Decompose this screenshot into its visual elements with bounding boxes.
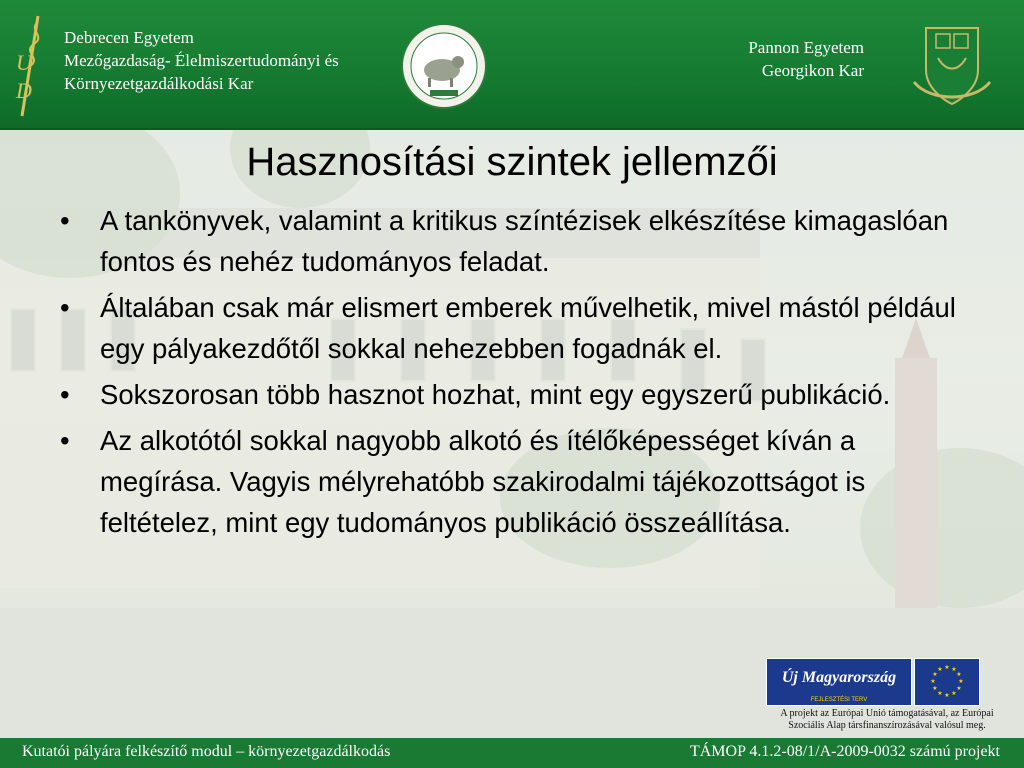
uj-magyarorszag-logo — [766, 658, 912, 706]
georgikon-crest-icon — [906, 22, 998, 110]
svg-text:★: ★ — [937, 666, 943, 673]
footer-module-name: Kutatói pályára felkészítő modul – környezetgazdálkodás — [22, 743, 391, 760]
svg-text:★: ★ — [932, 671, 938, 678]
slide-footer — [0, 738, 1024, 768]
left-institution-line: Környezetgazdálkodási Kar — [64, 74, 254, 93]
bullet-text: Általában csak már elismert emberek művelhetik, mivel mástól például egy pályakezdőtől sokkal nehezebben fogadnák el. — [100, 292, 956, 364]
svg-text:★: ★ — [944, 692, 950, 699]
uj-magyarorszag-logo-text: Új Magyarország — [781, 669, 897, 686]
svg-text:D: D — [16, 78, 32, 103]
svg-text:★: ★ — [956, 685, 962, 692]
left-institution-name — [64, 26, 339, 95]
svg-text:★: ★ — [956, 671, 962, 678]
svg-text:★: ★ — [937, 690, 943, 697]
bullet-dot-icon: • — [60, 205, 70, 236]
uj-magyarorszag-logo-subtext: FEJLESZTÉSI TERV — [810, 697, 868, 703]
bullet-item — [60, 420, 980, 543]
svg-text:★: ★ — [944, 664, 950, 671]
bullet-item — [60, 374, 980, 415]
eu-funding-note-line: A projekt az Európai Unió támogatásával, az Európai — [780, 708, 994, 719]
slide-title: Hasznosítási szintek jellemzői — [246, 140, 778, 184]
bullet-text: Sokszorosan több hasznot hozhat, mint egy egyszerű publikáció. — [100, 379, 891, 410]
right-institution-line: Georgikon Kar — [761, 61, 864, 80]
eu-flag-icon — [914, 658, 980, 706]
university-seal-icon — [400, 22, 488, 110]
svg-text:U: U — [16, 50, 32, 75]
bullet-dot-icon: • — [60, 379, 70, 410]
bullet-text: A tankönyvek, valamint a kritikus színtézisek elkészítése kimagaslóan fontos és nehéz tudományos feladat. — [100, 205, 949, 277]
bullet-text: Az alkotótól sokkal nagyobb alkotó és ítélőképességet kíván a megírása. Vagyis mélyrehatóbb szakirodalmi tájékozottságot is feltételez, mint egy tudományos publikáció összeállítása. — [100, 425, 866, 538]
footer-project-id: TÁMOP 4.1.2-08/1/A-2009-0032 számú projekt — [689, 743, 1000, 760]
bullet-dot-icon: • — [60, 292, 70, 323]
right-institution-name — [748, 36, 864, 82]
bullet-list — [60, 200, 980, 548]
bullet-item — [60, 287, 980, 369]
svg-text:★: ★ — [951, 690, 957, 697]
eu-funding-note — [752, 708, 1022, 732]
svg-text:★: ★ — [951, 666, 957, 673]
left-institution-line: Debrecen Egyetem — [64, 28, 194, 47]
eu-funding-note-line: Szociális Alap társfinanszírozásával valósul meg. — [788, 720, 986, 731]
svg-text:★: ★ — [932, 685, 938, 692]
svg-text:★: ★ — [930, 678, 936, 685]
left-institution-line: Mezőgazdaság- Élelmiszertudományi és — [64, 51, 339, 70]
right-institution-line: Pannon Egyetem — [748, 38, 864, 57]
bullet-item — [60, 200, 980, 282]
slide-header — [0, 0, 1024, 130]
bullet-dot-icon: • — [60, 425, 70, 456]
svg-text:★: ★ — [958, 678, 964, 685]
ud-caduceus-logo-icon — [8, 12, 53, 120]
